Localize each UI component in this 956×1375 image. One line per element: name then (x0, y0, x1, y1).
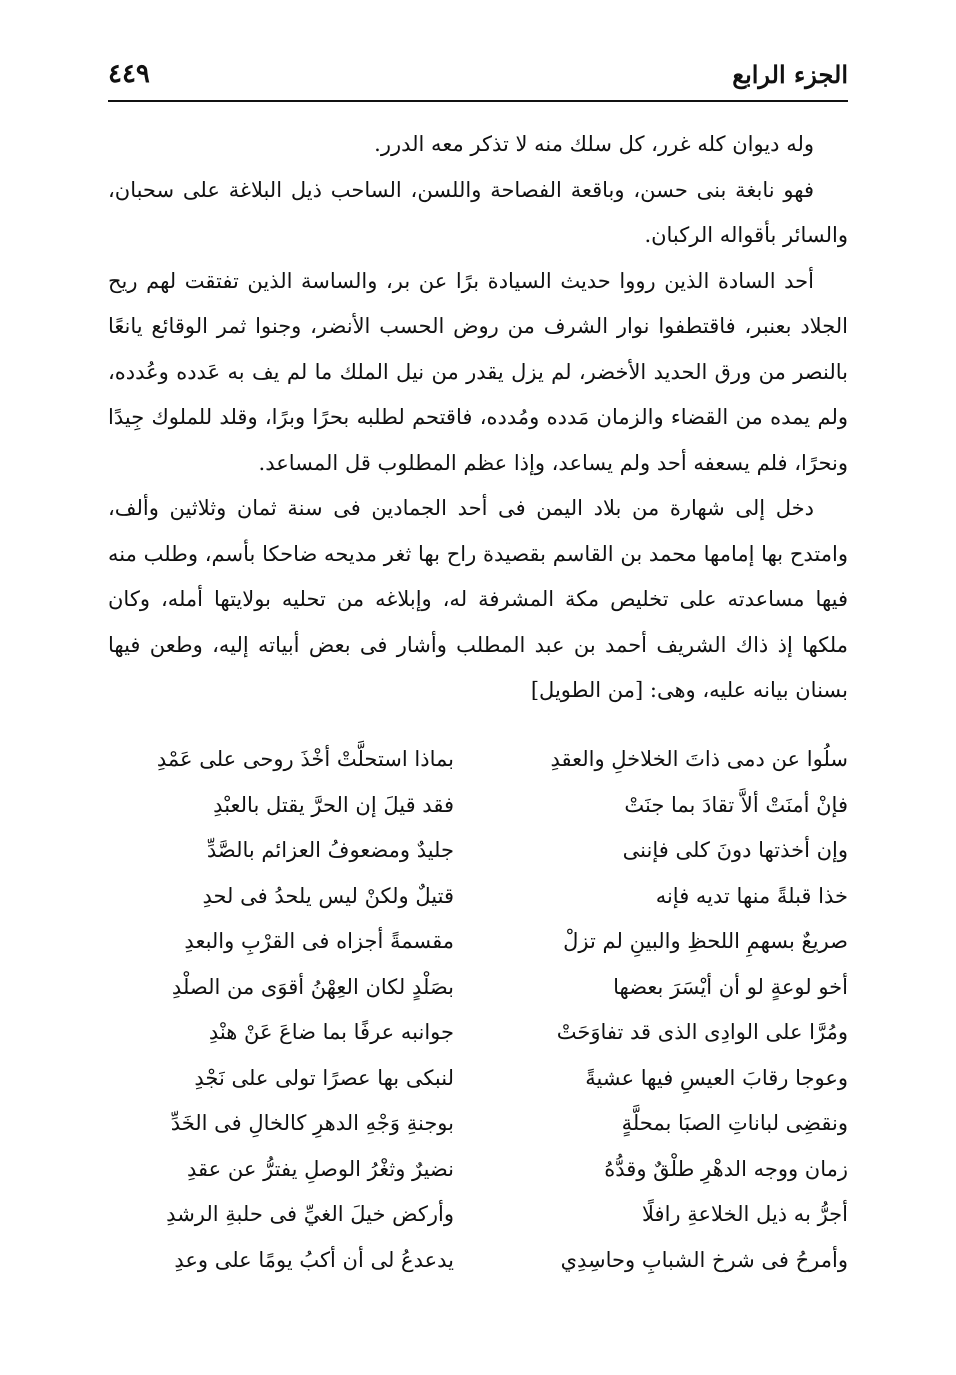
verse-first-hemistich: فإنْ أمنَتْ ألاَّ تقادَ بما جنَتْ (624, 792, 848, 817)
verse-first-hemistich: زمان ووجه الدهْرِ طلْقٌ وقدُّهُ (604, 1156, 848, 1181)
running-title: الجزء الرابع (732, 59, 848, 89)
page-header (108, 52, 848, 96)
poem (108, 737, 848, 1283)
verse-second-hemistich: جوانبه عرفًا بما ضاعَ عَنْ هنْدِ (208, 1020, 454, 1044)
paragraph (108, 486, 848, 714)
verse-second-hemistich: بصَلْدٍ لكان العِهْنُ أقوَى من الصلْدِ (171, 974, 454, 999)
verse-second-hemistich: قتيلٌ ولكنْ ليس يلحدُ فى لحدِ (202, 883, 454, 908)
verse-first-hemistich: وعوجا رقابَ العيسِ فيها عشيةً (585, 1065, 848, 1090)
verse-second-hemistich: نضيرٌ وثغْرُ الوصلِ يفترُّ عن عقدِ (187, 1156, 454, 1181)
verse (108, 1238, 848, 1284)
verse-first-hemistich: ونقضِى لباناتِ الصبَا بمحلَّةٍ (621, 1111, 848, 1135)
verse-first-hemistich: أخو لوعةٍ لو أن أيْسَرَ بعضها (613, 974, 848, 999)
prose-body (108, 122, 848, 714)
verse (108, 1147, 848, 1193)
verse-second-hemistich: بماذا استحلَّتْ أخْذَ روحى على عَمْدِ (156, 747, 454, 771)
verse-second-hemistich: جليدٌ ومضعوفُ العزائم بالصَّدِّ (206, 838, 454, 862)
verse (108, 919, 848, 965)
verse-second-hemistich: فقد قيلَ إن الحرَّ يقتل بالعبْدِ (213, 792, 454, 817)
verse (108, 1010, 848, 1056)
poem-meter: [من الطويل] (530, 678, 644, 702)
paragraph-text: دخل إلى شهارة من بلاد اليمن فى أحد الجمادين فى سنة ثمان وثلاثين وألف، وامتدح بها إمامها محمد بن القاسم بقصيدة راح بها ثغر مديحه ضاحكا بأسم، وطلب منه فيها مساعدته على تخليص مكة المشرفة له، وإبلاغه من تحليه بولايتها أمله، وكان ملكها إذ ذاك الشريف أحمد بن عبد المطلب وأشار فى بعض أبياته إليه، وطعن فيها بسنان بيانه عليه، وهى: (108, 496, 848, 702)
paragraph: وله ديوان كله غرر، كل سلك منه لا تذكر معه الدرر. (374, 132, 814, 156)
verse-first-hemistich: ومُرَّا على الوادِى الذى قد تفاوَحَتْ (556, 1020, 848, 1044)
verse-first-hemistich: وإن أخذتها دونَ كلى فإننى (622, 838, 848, 862)
page-number: ٤٤٩ (108, 59, 150, 89)
verse-first-hemistich: وأمرحُ فى شرخ الشبابِ وحاسِدِي (560, 1247, 848, 1272)
verse (108, 1101, 848, 1147)
verse (108, 874, 848, 920)
verse-second-hemistich: بوجنةِ وَجْهِ الدهرِ كالخالِ فى الخَدِّ (170, 1111, 454, 1135)
verse-first-hemistich: سلُوا عن دمى ذاتَ الخلاخلِ والعقدِ (550, 747, 848, 771)
verse-second-hemistich: مقسمةً أجزاه فى القرْبِ والبعدِ (184, 929, 454, 953)
verse-first-hemistich: صريعٌ بسهمِ اللحظِ والبينِ لم تزلْ (563, 929, 848, 953)
verse (108, 1056, 848, 1102)
verse (108, 1192, 848, 1238)
verse-first-hemistich: أجرُّ به ذيل الخلاعةِ رافلًا (642, 1202, 848, 1226)
paragraph: فهو نابغة بنى حسن، وباقعة الفصاحة واللسن، الساحب ذيل البلاغة على سحبان، والسائر بأقواله الركبان. (108, 177, 848, 247)
verse-first-hemistich: خذا قبلةً منها تديه فإنه (655, 883, 848, 908)
paragraph: أحد السادة الذين رووا حديث السيادة برًا عن بر، والساسة الذين تفتقت لهم ريح الجلاد بعنبر، فاقتطفوا نوار الشرف من روض الحسب الأنضر، وجنوا ثمر الوقائع يانعًا بالنصر من ورق الحديد الأخضر، لم يزل يقدر من نيل الملك ما لم يف به عَدده وعُدده، ولم يمده من القضاء والزمان مَدده ومُدده، فاقتحم لطلبه بحرًا وبرًا، وقلد للملوك جِيدًا ونحرًا، فلم يسعفه أحد ولم يساعد، وإذا عظم المطلوب قل المساعد. (108, 268, 848, 475)
verse-second-hemistich: يدعدعُ لى أن أكبُ يومًا على وعدِ (174, 1247, 454, 1272)
header-rule (108, 100, 848, 102)
verse (108, 783, 848, 829)
verse (108, 965, 848, 1011)
verse-second-hemistich: لنبكى بها عصرًا تولى على نَجْدِ (194, 1065, 454, 1090)
verse-second-hemistich: وأركض خيلَ الغيِّ فى حلبةِ الرشدِ (166, 1202, 454, 1226)
verse (108, 737, 848, 783)
verse (108, 828, 848, 874)
